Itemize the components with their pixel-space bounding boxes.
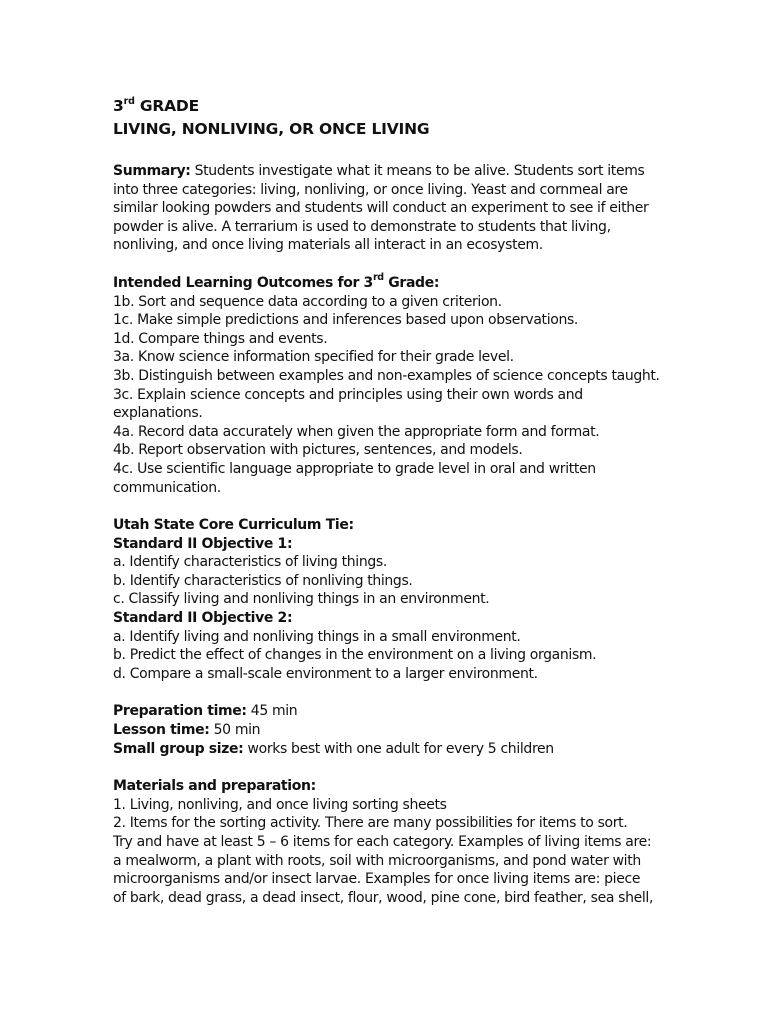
outcome-item: 3b. Distinguish between examples and non-examples of science concepts taught. — [113, 367, 660, 384]
objective2-item: a. Identify living and nonliving things in a small environment. — [113, 628, 521, 645]
summary-text: Students investigate what it means to be alive. Students sort items — [190, 163, 645, 179]
objective2-item: b. Predict the effect of changes in the environment on a living organism. — [113, 647, 597, 664]
outcome-item: 1d. Compare things and events. — [113, 330, 328, 347]
materials-line: 1. Living, nonliving, and once living sorting sheets — [113, 796, 447, 813]
outcome-item: communication. — [113, 479, 221, 496]
materials-line: a mealworm, a plant with roots, soil with microorganisms, and pond water with — [113, 852, 641, 869]
outcomes-heading-tail: Grade: — [383, 274, 440, 291]
objective1-item: a. Identify characteristics of living things. — [113, 554, 387, 571]
objective1-heading: Standard II Objective 1: — [113, 535, 293, 552]
objective2-heading: Standard II Objective 2: — [113, 610, 293, 627]
outcomes-heading — [113, 274, 673, 293]
objective2-item: d. Compare a small-scale environment to a larger environment. — [113, 665, 538, 682]
document-title — [113, 95, 673, 141]
lesson-time — [113, 721, 673, 740]
curriculum-section — [113, 516, 673, 683]
summary-line: into three categories: living, nonliving, or once living. Yeast and cornmeal are — [113, 181, 628, 198]
summary-line: similar looking powders and students will conduct an experiment to see if either — [113, 200, 649, 217]
objective1-item: b. Identify characteristics of nonliving things. — [113, 572, 413, 589]
outcome-item: 4a. Record data accurately when given the appropriate form and format. — [113, 423, 600, 440]
logistics-section — [113, 702, 673, 758]
summary-line — [113, 162, 673, 181]
prep-time — [113, 702, 673, 721]
materials-line: Try and have at least 5 – 6 items for each category. Examples of living items are: — [113, 834, 652, 850]
document-page — [113, 95, 673, 926]
outcome-item: 3c. Explain science concepts and principles using their own words and — [113, 386, 583, 403]
topic-heading: LIVING, NONLIVING, OR ONCE LIVING — [113, 120, 430, 138]
outcome-item: 1c. Make simple predictions and inferences based upon observations. — [113, 312, 579, 329]
group-size-label: Small group size: — [113, 740, 244, 757]
grade-heading — [113, 95, 673, 118]
materials-line: of bark, dead grass, a dead insect, flour, wood, pine cone, bird feather, sea shell, — [113, 889, 654, 906]
prep-time-label: Preparation time: — [113, 703, 247, 720]
materials-section — [113, 777, 673, 907]
summary-line: powder is alive. A terrarium is used to demonstrate to students that living, — [113, 218, 611, 235]
outcomes-section — [113, 274, 673, 497]
prep-time-value: 45 min — [246, 703, 298, 720]
outcomes-heading-sup: rd — [372, 272, 384, 284]
lesson-time-value: 50 min — [209, 722, 261, 739]
outcome-item: 3a. Know science information specified for their grade level. — [113, 349, 514, 366]
lesson-time-label: Lesson time: — [113, 722, 210, 739]
outcome-item: 4b. Report observation with pictures, sentences, and models. — [113, 442, 523, 459]
grade-suffix: rd — [123, 95, 135, 107]
materials-line: 2. Items for the sorting activity. There are many possibilities for items to sort. — [113, 815, 628, 832]
curriculum-heading: Utah State Core Curriculum Tie: — [113, 517, 354, 534]
grade-number: 3 — [113, 97, 124, 115]
summary-section — [113, 162, 673, 255]
group-size-value: works best with one adult for every 5 children — [243, 740, 554, 757]
outcome-item: 1b. Sort and sequence data according to a given criterion. — [113, 293, 502, 310]
summary-label: Summary: — [113, 163, 191, 179]
materials-line: microorganisms and/or insect larvae. Examples for once living items are: piece — [113, 871, 641, 888]
outcomes-heading-text: Intended Learning Outcomes for 3 — [113, 274, 373, 291]
objective1-item: c. Classify living and nonliving things in an environment. — [113, 591, 490, 608]
summary-line: nonliving, and once living materials all interact in an ecosystem. — [113, 237, 543, 254]
materials-heading: Materials and preparation: — [113, 778, 316, 795]
grade-word: GRADE — [134, 97, 199, 115]
outcome-item: explanations. — [113, 405, 203, 422]
outcome-item: 4c. Use scientific language appropriate to grade level in oral and written — [113, 460, 596, 477]
group-size — [113, 740, 673, 759]
